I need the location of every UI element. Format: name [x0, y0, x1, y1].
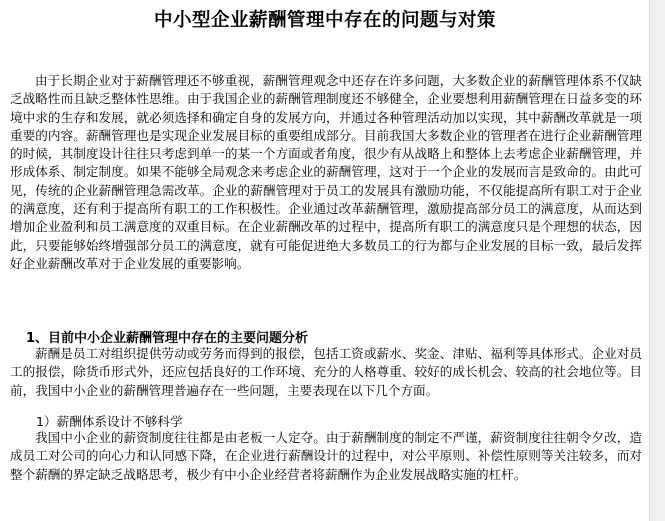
subsection-heading: 1）薪酬体系设计不够科学: [36, 414, 183, 429]
section-heading: 1、目前中小企业薪酬管理中存在的主要问题分析: [26, 331, 309, 346]
subsection-paragraph: 我国中小企业的薪资制度往往都是由老板一人定夺。由于薪酬制度的制定不严谨，薪资制度往往朝令夕改，造成员工对公司的向心力和认同感下降，在企业进行薪酬设计的过程中，对公平原则、补偿性原则等关注较多，而对整个薪酬的界定缺乏战略思考，极少有中小企业经营者将薪酬作为企业发展战略实施的杠杆。: [10, 430, 642, 482]
section-paragraph: 薪酬是员工对组织提供劳动或劳务而得到的报偿，包括工资或薪水、奖金、津贴、福利等具体形式。企业对员工的报偿，除货币形式外，还应包括良好的工作环境、充分的人格尊重、较好的成长机会、较高的社会地位等。目前，我国中小企业的薪酬管理普遍存在一些问题，主要表现在以下几个方面。: [10, 346, 642, 398]
document-title: 中小型企业薪酬管理中存在的问题与对策: [153, 10, 496, 31]
vertical-scrollbar[interactable]: [649, 0, 665, 521]
intro-paragraph: 由于长期企业对于薪酬管理还不够重视，薪酬管理观念中还存在许多问题，大多数企业的薪酬管理体系不仅缺乏战略性而且缺乏整体性思维。由于我国企业的薪酬管理制度还不够健全，企业要想利用薪酬管理在日益多变的环境中求的生存和发展，就必须选择和确定自身的发展方向，并通过各种管理活动加以实现，其中薪酬改革就是一项重要的内容。薪酬管理也是实现企业发展目标的重要组成部分。目前我国大多数企业的管理者在进行企业薪酬管理的时候，其制度设计往往只考虑到单一的某一个方面或者角度，很少有从战略上和整体上去考虑企业薪酬管理，并形成体系、制定制度。如果不能够全局观念来考虑企业的薪酬管理，这对于一个企业的发展而言是致命的。由此可见，传统的企业薪酬管理急需改革。企业的薪酬管理对于员工的发展具有激励功能，不仅能提高所有职工对于企业的满意度，还有利于提高所有职工的工作积极性。企业通过改革薪酬管理，激励提高部分员工的满意度，从而达到增加企业盈利和员工满意度的双重目标。在企业薪酬改革的过程中，提高所有职工的满意度只是个理想的状态，因此，只要能够始终增强部分员工的满意度，就有可能促进绝大多数员工的行为都与企业发展的目标一致，最后发挥好企业薪酬改革对于企业发展的重要影响。: [10, 73, 642, 271]
